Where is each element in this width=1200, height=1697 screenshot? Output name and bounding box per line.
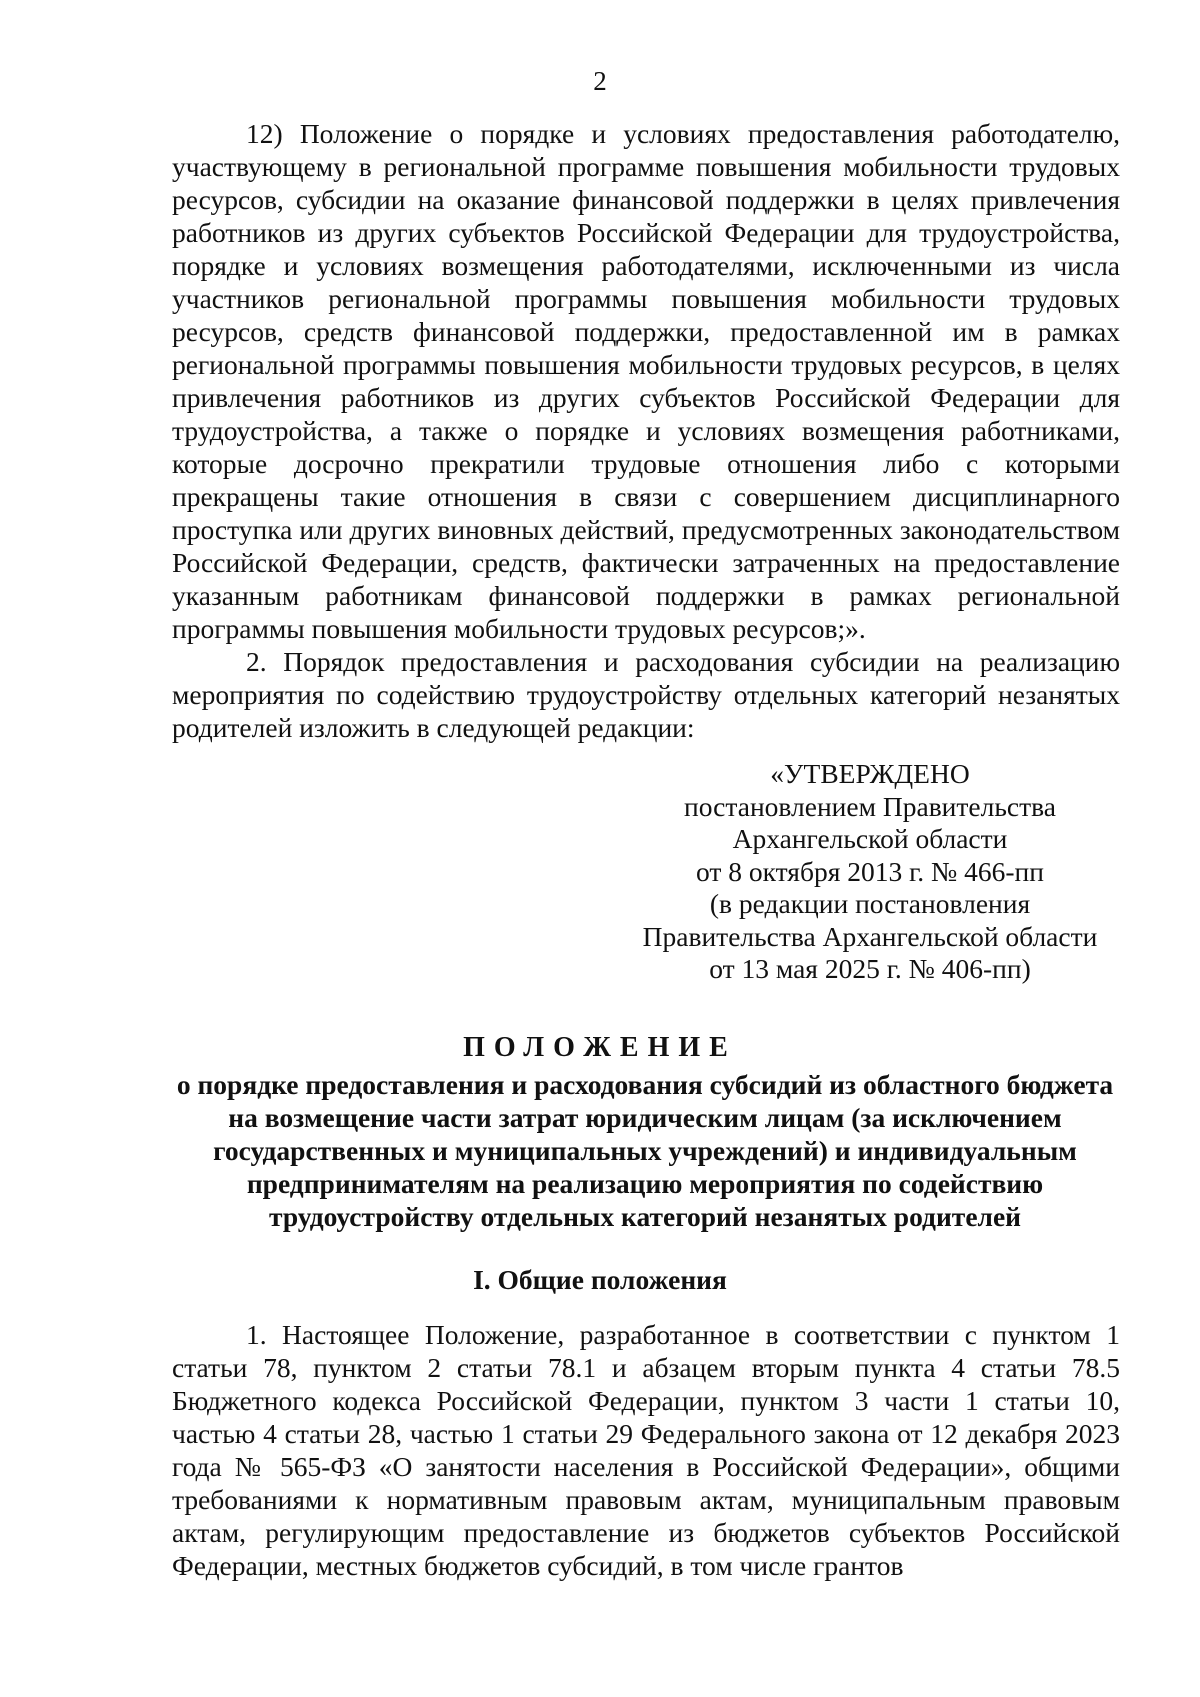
subtitle-line: трудоустройству отдельных категорий незанятых родителей: [268, 1201, 1022, 1232]
section-heading: I. Общие положения: [473, 1264, 727, 1295]
paragraph-item-2: 2. Порядок предоставления и расходования субсидии на реализацию мероприятия по содействию трудоустройству отдельных категорий незанятых родителей изложить в следующей редакции:: [172, 646, 1120, 743]
approval-line: Архангельской области: [732, 823, 1008, 854]
body-text-top: [172, 117, 1120, 744]
subtitle-line: на возмещение части затрат юридическим лицам (за исключением: [228, 1102, 1062, 1133]
approval-stamp-block: [620, 758, 1120, 986]
approval-line: от 13 мая 2025 г. № 406-пп): [709, 953, 1031, 984]
paragraph-item-1: 1. Настоящее Положение, разработанное в соответствии с пунктом 1 статьи 78, пунктом 2 статьи 78.1 и абзацем вторым пункта 4 статьи 78.5 Бюджетного кодекса Российской Федерации, пунктом 3 части 1 статьи 10, частью 4 статьи 28, частью 1 статьи 29 Федерального закона от 12 декабря 2023 года № 565-ФЗ «О занятости населения в Российской Федерации», общими требованиями к нормативным правовым актам, муниципальным правовым актам, регулирующим предоставление из бюджетов субъектов Российской Федерации, местных бюджетов субсидий, в том числе грантов: [172, 1319, 1120, 1581]
subtitle-line: предпринимателям на реализацию мероприятия по содействию: [246, 1168, 1044, 1199]
approval-line: «УТВЕРЖДЕНО: [770, 758, 970, 789]
paragraph-item-12: 12) Положение о порядке и условиях предоставления работодателю, участвующему в региональной программе повышения мобильности трудовых ресурсов, субсидии на оказание финансовой поддержки в целях привлечения работников из других субъектов Российской Федерации для трудоустройства, порядке и условиях возмещения работодателями, исключенными из числа участников региональной программы повышения мобильности трудовых ресурсов, средств финансовой поддержки, предоставленной им в рамках региональной программы повышения мобильности трудовых ресурсов, в целях привлечения работников из других субъектов Российской Федерации для трудоустройства, а также о порядке и условиях возмещения работниками, которые досрочно прекратили трудовые отношения либо с которыми прекращены такие отношения в связи с совершением дисциплинарного проступка или других виновных действий, предусмотренных законодательством Российской Федерации, средств, фактически затраченных на предоставление указанным работникам финансовой поддержки в рамках региональной программы повышения мобильности трудовых ресурсов;».: [172, 118, 1120, 644]
document-title: ПОЛОЖЕНИЕ: [463, 1032, 737, 1063]
subtitle-line: о порядке предоставления и расходования субсидий из областного бюджета: [176, 1069, 1114, 1100]
approval-line: от 8 октября 2013 г. № 466-пп: [696, 855, 1044, 887]
body-text-bottom: [172, 1318, 1120, 1582]
approval-line: (в редакции постановления: [709, 888, 1031, 919]
document-subtitle: [150, 1068, 1140, 1233]
subtitle-line: государственных и муниципальных учреждений) и индивидуальным: [213, 1135, 1077, 1166]
approval-line: постановлением Правительства: [684, 790, 1056, 822]
approval-line: Правительства Архангельской области: [642, 920, 1098, 952]
page-number: 2: [593, 66, 607, 96]
